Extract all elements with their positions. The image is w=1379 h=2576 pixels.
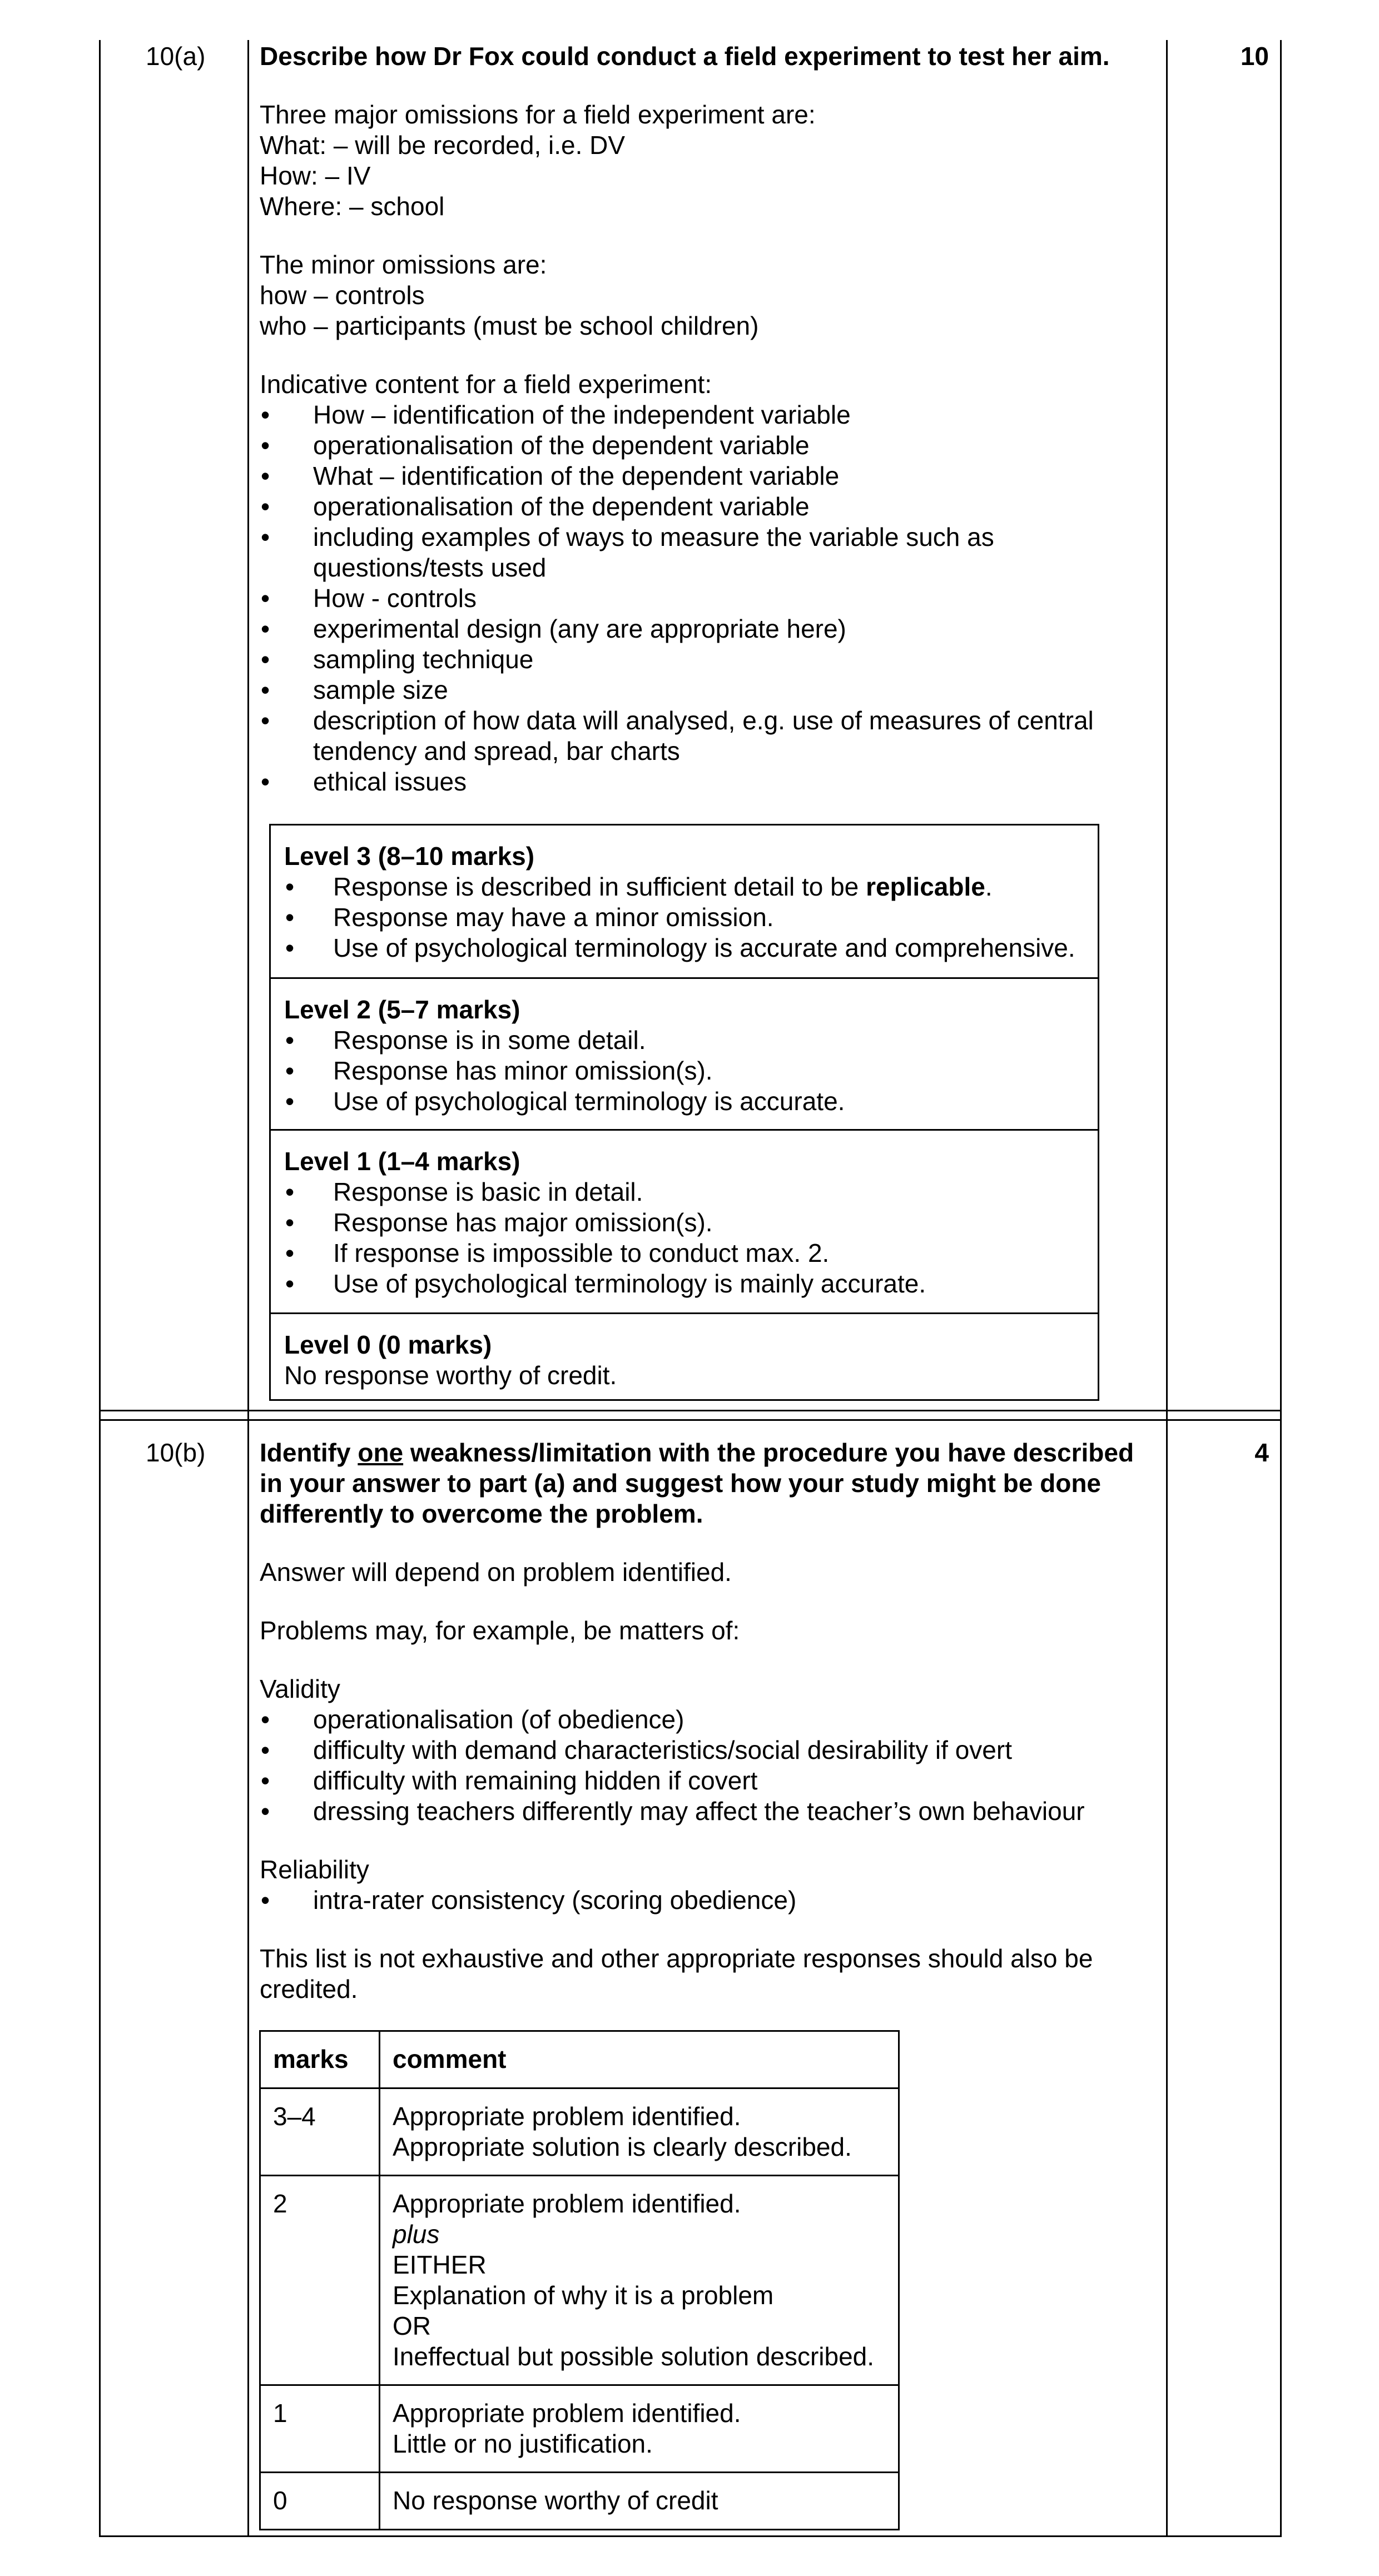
- list-item: • experimental design (any are appropriate here): [260, 614, 1116, 644]
- closing-note: This list is not exhaustive and other appropriate responses should also be credited.: [260, 1944, 1093, 2003]
- column-header-comment: comment: [380, 2031, 899, 2088]
- list-item: • including examples of ways to measure the variable such as questions/tests used: [260, 522, 1116, 583]
- level-descriptors-box: [269, 824, 1099, 1401]
- list-item: • Use of psychological terminology is accurate and comprehensive.: [284, 933, 1084, 963]
- level-1-descriptor: [271, 1129, 1098, 1312]
- emphasis-one: one: [358, 1438, 404, 1467]
- validity-label: Validity: [260, 1674, 340, 1703]
- list-item: • dressing teachers differently may affect the teacher’s own behaviour: [260, 1796, 1155, 1827]
- level-title: Level 3 (8–10 marks): [284, 842, 535, 871]
- list-item: • sample size: [260, 675, 1116, 705]
- list-item: • sampling technique: [260, 644, 1116, 675]
- list-item: • How – identification of the independent variable: [260, 400, 1116, 430]
- level-3-descriptor: [271, 825, 1098, 977]
- question-marks: 10: [1240, 42, 1269, 71]
- list-item: • difficulty with remaining hidden if covert: [260, 1766, 1155, 1796]
- reliability-label: Reliability: [260, 1855, 369, 1884]
- indicative-content-intro: Indicative content for a field experiment:: [260, 370, 712, 399]
- list-item: • difficulty with demand characteristics/social desirability if overt: [260, 1735, 1155, 1766]
- cell-marks: 0: [260, 2473, 380, 2530]
- question-marks: 4: [1254, 1438, 1269, 1467]
- list-item: • ethical issues: [260, 767, 1116, 797]
- row-divider-bottom: [99, 1419, 1282, 1421]
- list-item: • How - controls: [260, 583, 1116, 614]
- column-header-marks: marks: [260, 2031, 380, 2088]
- answer-note: Answer will depend on problem identified.: [260, 1558, 732, 1587]
- cell-comment: Appropriate problem identified. Little or no justification.: [380, 2385, 899, 2473]
- major-omission-line: How: – IV: [260, 161, 371, 190]
- table-border-left: [99, 40, 101, 2537]
- reliability-list: [260, 1885, 1155, 1916]
- list-item: • intra-rater consistency (scoring obedience): [260, 1885, 1155, 1916]
- emphasis-replicable: replicable: [866, 872, 985, 901]
- validity-list: [260, 1704, 1155, 1827]
- column-divider-marks: [1166, 40, 1168, 2537]
- marks-table: [259, 2030, 900, 2530]
- list-item: • operationalisation of the dependent variable: [260, 491, 1116, 522]
- minor-omission-line: how – controls: [260, 281, 425, 310]
- question-heading: Describe how Dr Fox could conduct a field experiment to test her aim.: [260, 42, 1110, 71]
- table-border-right: [1280, 40, 1282, 2537]
- level-title: Level 1 (1–4 marks): [284, 1147, 520, 1176]
- list-item: • If response is impossible to conduct max. 2.: [284, 1238, 1084, 1269]
- cell-marks: 1: [260, 2385, 380, 2473]
- list-item: • Response is in some detail.: [284, 1025, 1084, 1056]
- row-divider-top: [99, 1410, 1282, 1411]
- table-border-bottom: [99, 2535, 1282, 2537]
- level-title: Level 0 (0 marks): [284, 1330, 492, 1359]
- question-number: 10(b): [146, 1438, 206, 1467]
- cell-marks: 2: [260, 2176, 380, 2385]
- list-item: • What – identification of the dependent variable: [260, 461, 1116, 491]
- major-omission-line: Where: – school: [260, 192, 445, 221]
- list-item: • Response has major omission(s).: [284, 1207, 1084, 1238]
- cell-comment: Appropriate problem identified. plus EITHER Explanation of why it is a problem OR Ineffectual but possible solution described.: [380, 2176, 899, 2385]
- minor-omissions-intro: The minor omissions are:: [260, 250, 547, 279]
- column-divider-question: [247, 40, 249, 2537]
- cell-marks: 3–4: [260, 2088, 380, 2176]
- list-item: • Response has minor omission(s).: [284, 1056, 1084, 1086]
- list-item: • description of how data will analysed, e.g. use of measures of central tendency and spread, bar charts: [260, 705, 1116, 767]
- list-item: • Use of psychological terminology is mainly accurate.: [284, 1269, 1084, 1299]
- question-heading: Identify one weakness/limitation with the procedure you have described in your answer to part (a) and suggest how your study might be done differently to overcome the problem.: [260, 1438, 1134, 1528]
- major-omissions-intro: Three major omissions for a field experiment are:: [260, 100, 816, 129]
- answer-guidance-10b: [260, 1438, 1155, 2005]
- list-item: • Response is described in sufficient detail to be replicable.: [284, 872, 1084, 902]
- level-0-descriptor: [271, 1312, 1098, 1399]
- table-row: [260, 2473, 899, 2530]
- level-title: Level 2 (5–7 marks): [284, 995, 520, 1024]
- list-item: • Response may have a minor omission.: [284, 902, 1084, 933]
- table-row: [260, 2088, 899, 2176]
- list-item: • Use of psychological terminology is accurate.: [284, 1086, 1084, 1117]
- level-2-descriptor: [271, 977, 1098, 1129]
- table-header-row: [260, 2031, 899, 2088]
- problems-intro: Problems may, for example, be matters of:: [260, 1616, 740, 1645]
- minor-omission-line: who – participants (must be school children): [260, 311, 759, 340]
- major-omission-line: What: – will be recorded, i.e. DV: [260, 131, 626, 160]
- level-text: No response worthy of credit.: [284, 1361, 617, 1390]
- table-row: [260, 2385, 899, 2473]
- table-row: [260, 2176, 899, 2385]
- cell-comment: Appropriate problem identified. Appropriate solution is clearly described.: [380, 2088, 899, 2176]
- list-item: • Response is basic in detail.: [284, 1177, 1084, 1207]
- question-number: 10(a): [146, 42, 206, 71]
- list-item: • operationalisation (of obedience): [260, 1704, 1155, 1735]
- indicative-content-list: [260, 400, 1116, 797]
- answer-guidance-10a: [260, 41, 1155, 797]
- cell-comment: No response worthy of credit: [380, 2473, 899, 2530]
- list-item: • operationalisation of the dependent variable: [260, 430, 1116, 461]
